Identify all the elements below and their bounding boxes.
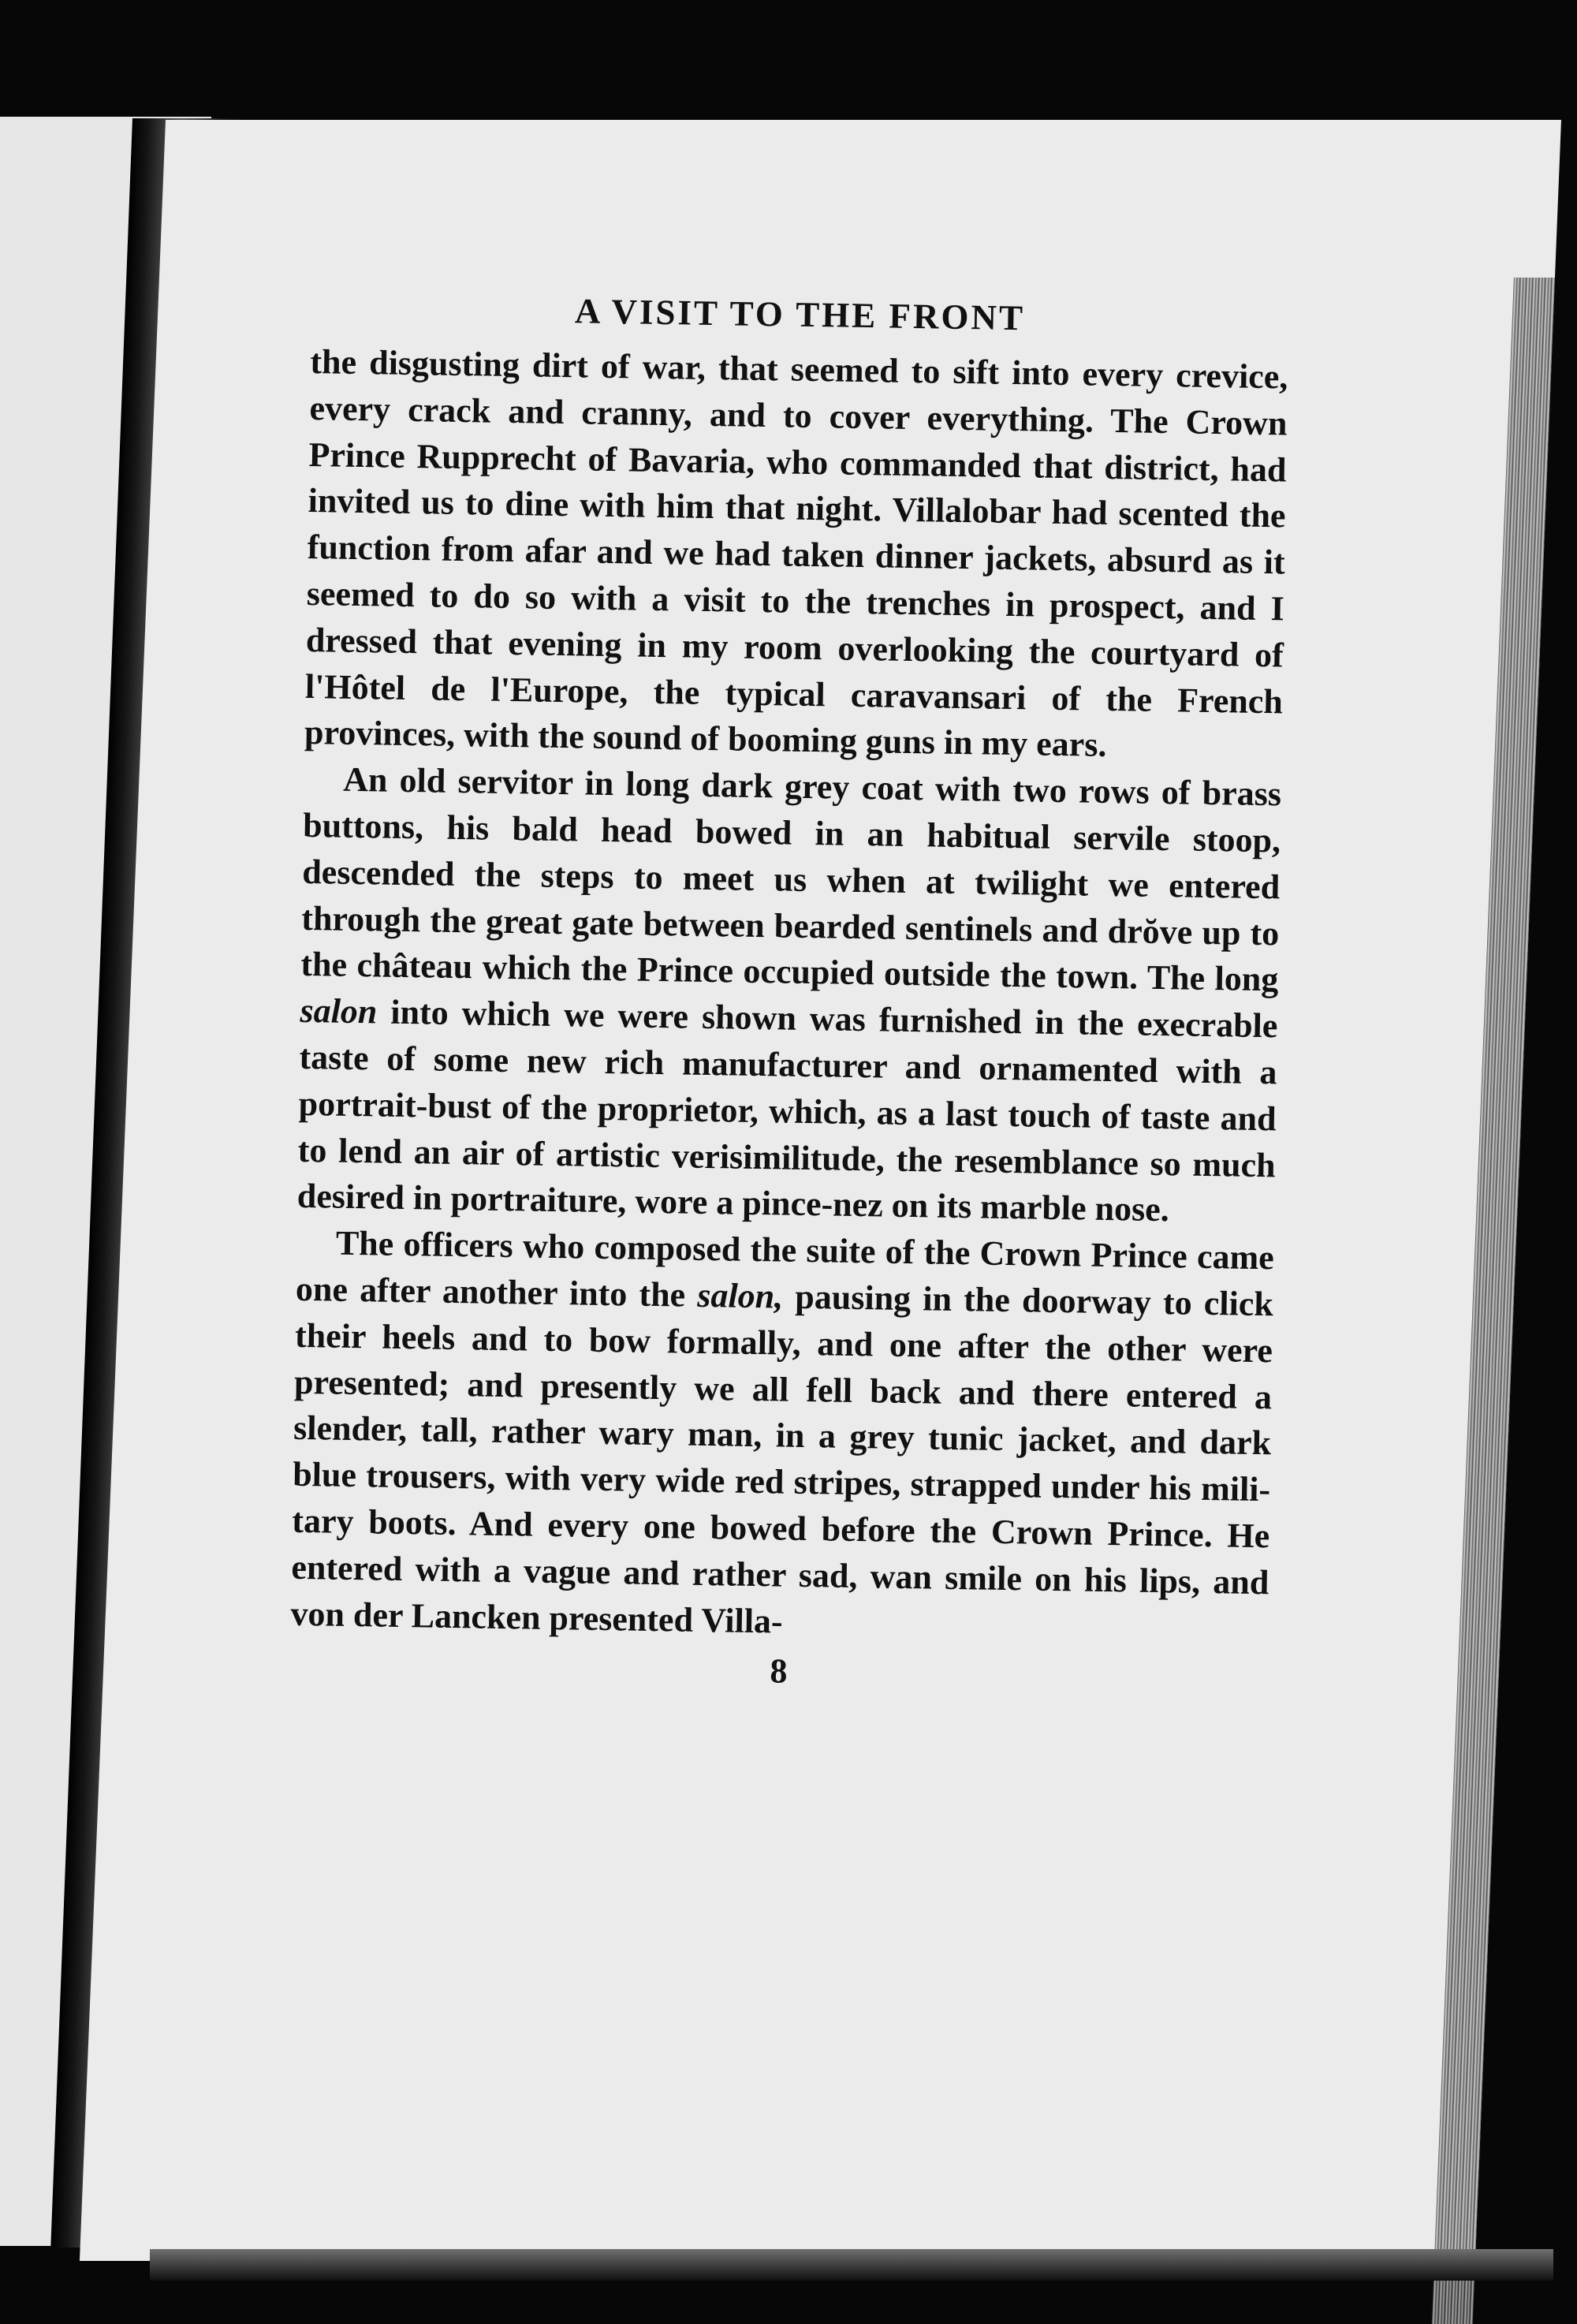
paragraph xyxy=(290,1220,1274,1653)
italic-word: salon xyxy=(300,991,378,1031)
paragraph xyxy=(304,339,1288,772)
paragraph-text: The officers who composed the suite of the Crown Prince came one after another into the xyxy=(295,1223,1275,1315)
italic-word: salon, xyxy=(697,1275,784,1316)
paragraph-text: into which we were shown was furnished in the execrable taste of some new rich manufacturer and ornamented with a portrait-bust of the proprietor, which, as a last touch of taste and to lend an air of artistic verisimilitude, the resemblance so much desired in portraiture, wore a pince-nez on its marble nose. xyxy=(296,992,1278,1229)
page-bottom-shadow xyxy=(150,2249,1553,2281)
paragraph-text: the disgusting dirt of war, that seemed to sift into every crevice, every crack and cranny, and to cover everything. The Crown Prince Rupprecht of Bavaria, who commanded that district, had invited us to dine with him that night. Villalobar had scented the function from afar and we had taken dinner jackets, absurd as it seemed to do so with a visit to the trenches in prospect, and I dressed that evening in my room overlooking the courtyard of l'Hôtel de l'Europe, the typical caravansari of the French provinces, with the sound of booming guns in my ears. xyxy=(304,341,1288,765)
page-text xyxy=(289,285,1289,1700)
paragraph-text: pausing in the doorway to click their heels and to bow formally, and one after the other were presented; and presently we all fell back and there entered a slender, tall, rather wary man, in a grey tunic jacket, and dark blue trousers, with very wide red stripes, strapped under his military boots. And every one bowed before the Crown Prince. He entered with a vague and rather sad, wan smile on his lips, and von der Lancken presented Villa- xyxy=(290,1277,1274,1641)
paragraph-text: An old servitor in long dark grey coat with two rows of brass buttons, his bald head bowed in an habitual servile stoop, descended the steps to meet us when at twilight we entered through the great gate between bearded sentinels and drŏve up to the château which the Prince occupied outside the town. The long xyxy=(300,759,1282,999)
paragraph xyxy=(296,756,1281,1235)
running-head: A VISIT TO THE FRONT xyxy=(574,291,1026,338)
page-edges xyxy=(1431,278,1555,2324)
page-number: 8 xyxy=(770,1651,788,1692)
